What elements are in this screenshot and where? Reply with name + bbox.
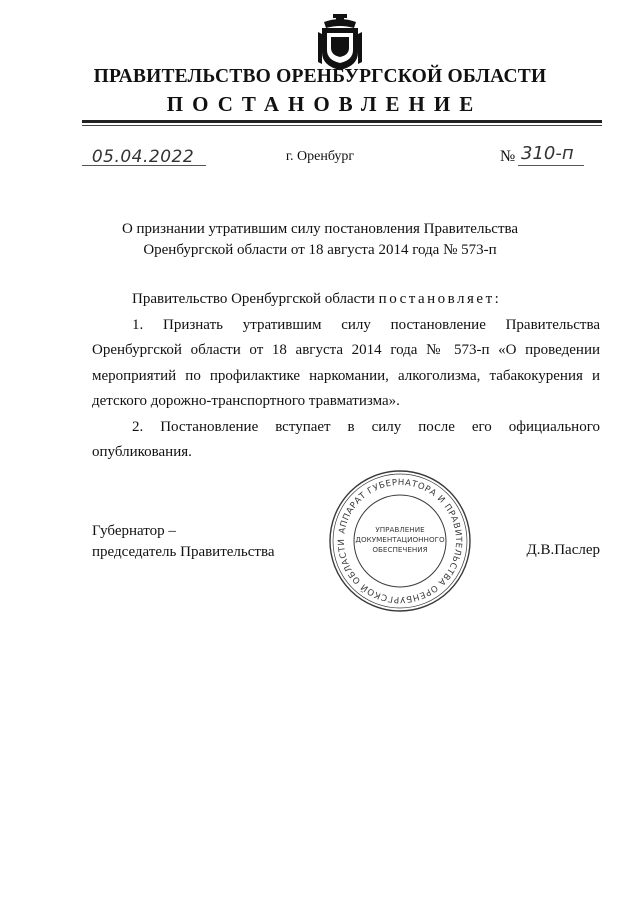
- clause-1: 1. Признать утратившим силу постановление Правительства Оренбургской области от 18 августа 2014 года № 573-п «О проведении мероприятий по профилактике наркомании, алкоголизма, табакокурения и детского дорожно-транспортного травматизма».: [92, 316, 600, 409]
- document-number: 310-п: [521, 143, 574, 164]
- subject-line-1: О признании утратившим силу постановления Правительства: [121, 221, 519, 237]
- intro-paragraph: [92, 287, 600, 313]
- coat-of-arms-icon: [318, 12, 362, 72]
- organization-title: ПРАВИТЕЛЬСТВО ОРЕНБУРГСКОЙ ОБЛАСТИ: [93, 66, 547, 87]
- document-subject: [0, 219, 640, 261]
- subject-line-2: Оренбургской области от 18 августа 2014 года № 573-п: [143, 242, 497, 258]
- number-sign: №: [500, 148, 516, 165]
- stamp-ring-text: АППАРАТ ГУБЕРНАТОРА И ПРАВИТЕЛЬСТВА ОРЕНБУРГСКОЙ ОБЛАСТИ: [336, 477, 464, 605]
- header-rule-thin: [82, 125, 602, 126]
- intro-prefix: Правительство Оренбургской области: [132, 291, 375, 307]
- intro-resolves: постановляет:: [378, 291, 502, 307]
- signatory-name: Д.В.Паслер: [526, 542, 600, 558]
- stamp-center-line-3: ОБЕСПЕЧЕНИЯ: [372, 545, 428, 554]
- document-date: 05.04.2022: [91, 147, 195, 167]
- stamp-center-line-1: УПРАВЛЕНИЕ: [375, 525, 425, 534]
- document-body: [92, 287, 600, 466]
- official-stamp: [327, 468, 473, 614]
- signatory-title-line-1: Губернатор –: [92, 523, 176, 539]
- signatory-title: [92, 521, 275, 563]
- stamp-center-line-2: ДОКУМЕНТАЦИОННОГО: [355, 535, 445, 544]
- clause-2: 2. Постановление вступает в силу после его официального опубликования.: [92, 418, 600, 460]
- date-underline: [82, 165, 206, 166]
- header-rule-thick: [82, 120, 602, 123]
- document-type: ПОСТАНОВЛЕНИЕ: [166, 92, 483, 116]
- number-underline: [518, 165, 584, 166]
- document-city: г. Оренбург: [285, 149, 355, 164]
- signatory-title-line-2: председатель Правительства: [92, 544, 275, 560]
